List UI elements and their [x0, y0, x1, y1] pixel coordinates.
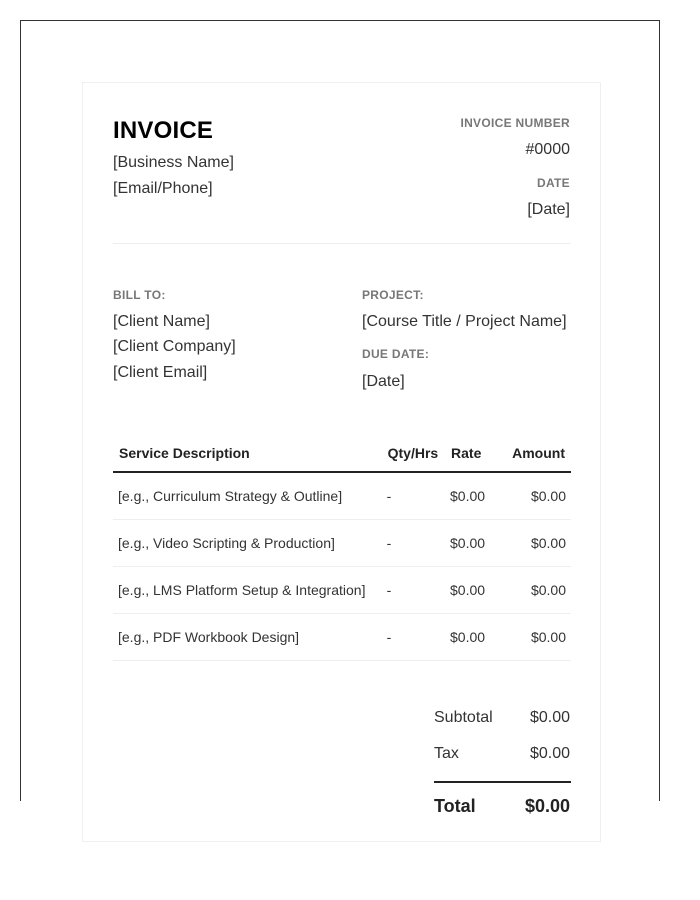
- due-date-label: DUE DATE:: [362, 347, 430, 361]
- services-table: [113, 435, 571, 661]
- table-row: [113, 614, 571, 661]
- client-company: [Client Company]: [113, 338, 236, 355]
- totals-rule: [434, 781, 571, 783]
- service-description: [e.g., Curriculum Strategy & Outline]: [113, 472, 382, 520]
- header-service-description: Service Description: [113, 435, 382, 472]
- document-frame: [20, 20, 660, 816]
- service-description: [e.g., PDF Workbook Design]: [113, 614, 382, 661]
- project-label: PROJECT:: [362, 288, 424, 302]
- business-name: [Business Name]: [113, 154, 234, 171]
- due-date: [Date]: [362, 373, 405, 390]
- invoice-number: #0000: [525, 141, 570, 158]
- header-amount: Amount: [502, 435, 571, 472]
- table-row: [113, 472, 571, 520]
- service-amount: $0.00: [502, 567, 571, 614]
- bill-to-label: BILL TO:: [113, 288, 166, 302]
- service-qty: -: [382, 472, 445, 520]
- table-header-row: [113, 435, 571, 472]
- business-contact: [Email/Phone]: [113, 180, 213, 197]
- invoice-number-label: INVOICE NUMBER: [460, 116, 570, 130]
- invoice-sheet: [82, 82, 601, 842]
- client-email: [Client Email]: [113, 364, 208, 381]
- client-name: [Client Name]: [113, 313, 210, 330]
- service-description: [e.g., LMS Platform Setup & Integration]: [113, 567, 382, 614]
- total-value: $0.00: [524, 796, 570, 816]
- date-label: DATE: [537, 176, 570, 190]
- service-rate: $0.00: [445, 567, 502, 614]
- header-rate: Rate: [445, 435, 502, 472]
- service-description: [e.g., Video Scripting & Production]: [113, 520, 382, 567]
- service-amount: $0.00: [502, 472, 571, 520]
- total-label: Total: [434, 796, 476, 816]
- subtotal-label: Subtotal: [434, 709, 493, 726]
- tax-label: Tax: [434, 745, 459, 762]
- service-qty: -: [382, 614, 445, 661]
- service-amount: $0.00: [502, 614, 571, 661]
- service-rate: $0.00: [445, 520, 502, 567]
- table-row: [113, 520, 571, 567]
- service-rate: $0.00: [445, 614, 502, 661]
- table-row: [113, 567, 571, 614]
- subtotal-value: $0.00: [529, 709, 570, 726]
- project-name: [Course Title / Project Name]: [362, 313, 567, 330]
- invoice-date: [Date]: [527, 201, 570, 218]
- service-qty: -: [382, 567, 445, 614]
- invoice-title: INVOICE: [113, 117, 214, 144]
- service-amount: $0.00: [502, 520, 571, 567]
- tax-value: $0.00: [529, 745, 570, 762]
- service-rate: $0.00: [445, 472, 502, 520]
- header-divider: [113, 243, 571, 244]
- header-qty-hrs: Qty/Hrs: [382, 435, 445, 472]
- service-qty: -: [382, 520, 445, 567]
